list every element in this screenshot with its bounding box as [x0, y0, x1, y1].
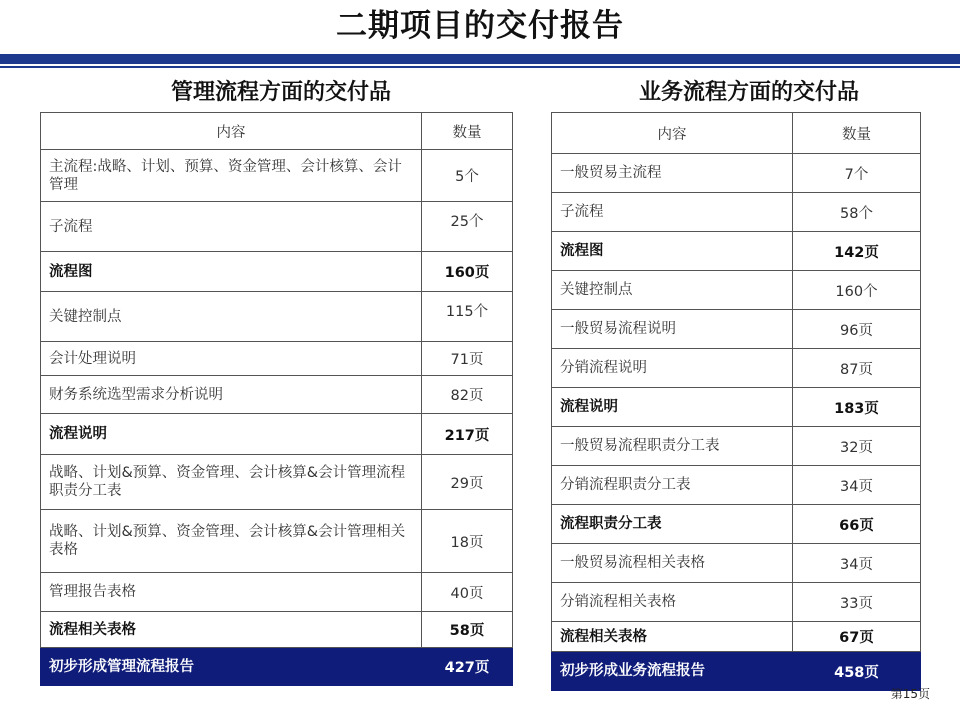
row-qty: 160个	[793, 271, 921, 310]
total-content: 初步形成业务流程报告	[552, 652, 793, 691]
table-row	[41, 455, 513, 510]
table-row	[552, 271, 921, 310]
table-row	[552, 583, 921, 622]
row-qty: 32页	[793, 427, 921, 466]
column-header-qty: 数量	[793, 113, 921, 154]
title-bar-line	[0, 66, 960, 68]
row-qty: 217页	[422, 414, 513, 455]
row-content: 一般贸易流程相关表格	[552, 544, 793, 583]
table-row	[41, 342, 513, 376]
row-qty: 160页	[422, 252, 513, 292]
row-qty: 29页	[422, 455, 513, 510]
row-content: 战略、计划&预算、资金管理、会计核算&会计管理相关表格	[41, 510, 422, 573]
column-header-qty: 数量	[422, 113, 513, 150]
total-row	[552, 652, 921, 691]
table-row	[552, 232, 921, 271]
business-deliverables-table	[551, 112, 921, 691]
row-content: 流程相关表格	[552, 622, 793, 652]
row-qty: 5个	[422, 150, 513, 202]
column-header-content: 内容	[41, 113, 422, 150]
row-qty: 71页	[422, 342, 513, 376]
row-qty: 33页	[793, 583, 921, 622]
row-content: 关键控制点	[552, 271, 793, 310]
row-qty: 66页	[793, 505, 921, 544]
row-content: 流程图	[552, 232, 793, 271]
page-number: 第15页	[890, 687, 930, 701]
row-qty: 18页	[422, 510, 513, 573]
row-content: 分销流程相关表格	[552, 583, 793, 622]
row-content: 一般贸易流程说明	[552, 310, 793, 349]
row-qty: 58个	[793, 193, 921, 232]
row-content: 主流程:战略、计划、预算、资金管理、会计核算、会计管理	[41, 150, 422, 202]
total-row	[41, 648, 513, 686]
table-row	[552, 388, 921, 427]
table-row	[41, 150, 513, 202]
table-row	[552, 505, 921, 544]
table-row	[41, 252, 513, 292]
table-row	[41, 510, 513, 573]
row-qty: 82页	[422, 376, 513, 414]
row-qty: 87页	[793, 349, 921, 388]
column-header-content: 内容	[552, 113, 793, 154]
row-content: 一般贸易流程职责分工表	[552, 427, 793, 466]
total-content: 初步形成管理流程报告	[41, 648, 422, 686]
row-content: 一般贸易主流程	[552, 154, 793, 193]
table-row	[41, 573, 513, 612]
row-content: 流程图	[41, 252, 422, 292]
table-header-row	[41, 113, 513, 150]
row-content: 子流程	[41, 202, 422, 252]
row-content: 战略、计划&预算、资金管理、会计核算&会计管理流程职责分工表	[41, 455, 422, 510]
table-row	[41, 202, 513, 252]
row-qty: 40页	[422, 573, 513, 612]
total-qty: 458页	[793, 652, 921, 691]
table-row	[552, 622, 921, 652]
table-row	[41, 612, 513, 648]
right-heading: 业务流程方面的交付品	[638, 80, 859, 105]
table-row	[552, 349, 921, 388]
table-row	[552, 466, 921, 505]
row-qty: 25个	[422, 202, 513, 252]
total-qty: 427页	[422, 648, 513, 686]
slide-title: 二期项目的交付报告	[336, 8, 624, 44]
table-row	[41, 292, 513, 342]
table-row	[552, 193, 921, 232]
row-qty: 115个	[422, 292, 513, 342]
title-bar	[0, 54, 960, 64]
row-content: 会计处理说明	[41, 342, 422, 376]
row-content: 分销流程说明	[552, 349, 793, 388]
left-heading: 管理流程方面的交付品	[170, 80, 391, 105]
row-qty: 34页	[793, 544, 921, 583]
table-row	[41, 376, 513, 414]
row-qty: 7个	[793, 154, 921, 193]
row-content: 财务系统选型需求分析说明	[41, 376, 422, 414]
row-content: 子流程	[552, 193, 793, 232]
row-qty: 34页	[793, 466, 921, 505]
table-row	[552, 427, 921, 466]
row-content: 关键控制点	[41, 292, 422, 342]
table-row	[552, 154, 921, 193]
table-row	[552, 544, 921, 583]
row-qty: 142页	[793, 232, 921, 271]
row-content: 流程说明	[41, 414, 422, 455]
row-qty: 67页	[793, 622, 921, 652]
row-content: 管理报告表格	[41, 573, 422, 612]
row-content: 流程职责分工表	[552, 505, 793, 544]
table-row	[41, 414, 513, 455]
table-header-row	[552, 113, 921, 154]
row-content: 流程说明	[552, 388, 793, 427]
row-qty: 96页	[793, 310, 921, 349]
row-content: 流程相关表格	[41, 612, 422, 648]
row-qty: 183页	[793, 388, 921, 427]
row-qty: 58页	[422, 612, 513, 648]
row-content: 分销流程职责分工表	[552, 466, 793, 505]
table-row	[552, 310, 921, 349]
management-deliverables-table	[40, 112, 513, 686]
